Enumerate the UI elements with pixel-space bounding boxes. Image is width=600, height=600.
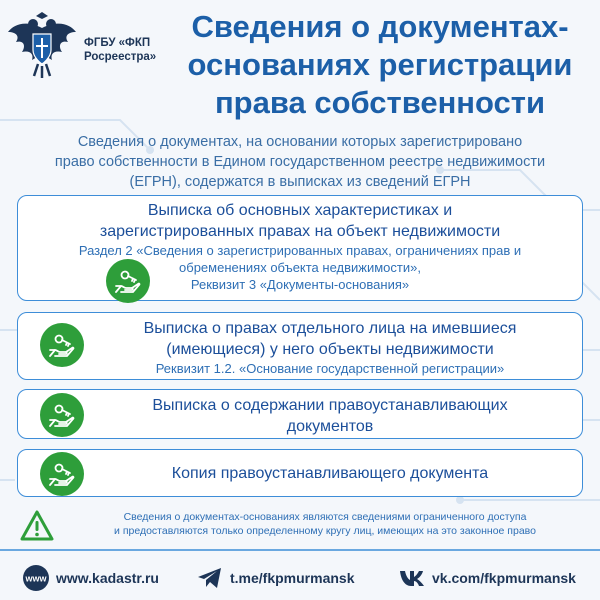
org-name-line2: Росреестра» xyxy=(84,51,157,63)
telegram-link[interactable]: t.me/fkpmurmansk xyxy=(230,570,355,586)
card-title-line2: зарегистрированных правах на объект недвижимости xyxy=(99,223,501,240)
logo-block xyxy=(6,10,171,80)
card-title-document-copy xyxy=(17,449,583,497)
intro-line2: право собственности в Едином государственном реестре недвижимости xyxy=(54,154,546,170)
card-title-line1: Выписка о содержании правоустанавливающих xyxy=(152,397,508,414)
double-headed-eagle-emblem xyxy=(6,10,78,80)
card-subtitle-line1: Раздел 2 «Сведения о зарегистрированных правах, ограничениях прав и xyxy=(78,243,522,258)
card-person-rights-extract xyxy=(17,312,583,380)
card-title-line2: документов xyxy=(286,418,374,435)
hand-key-icon xyxy=(40,452,84,496)
note-line1: Сведения о документах-основаниях являются сведениями ограниченного доступа xyxy=(123,511,527,523)
footer-vk[interactable] xyxy=(398,564,576,592)
hand-key-icon xyxy=(106,259,150,303)
vk-link[interactable]: vk.com/fkpmurmansk xyxy=(432,570,576,586)
website-link[interactable]: www.kadastr.ru xyxy=(56,570,159,586)
hand-key-icon xyxy=(40,323,84,367)
card-title xyxy=(58,200,542,242)
card-title xyxy=(98,318,562,360)
card-subtitle-line3: Реквизит 3 «Документы-основания» xyxy=(190,277,410,292)
card-title-line1: Выписка об основных характеристиках и xyxy=(147,202,453,219)
restricted-access-note xyxy=(60,510,590,538)
title-line1: Сведения о документах- xyxy=(191,9,569,44)
intro-line3: (ЕГРН), содержатся в выписках из сведений ЕГРН xyxy=(129,174,471,190)
card-title xyxy=(98,395,562,437)
card-title-line2: (имеющиеся) у него объекты недвижимости xyxy=(166,341,494,358)
telegram-icon xyxy=(196,564,224,592)
footer-telegram[interactable] xyxy=(196,564,354,592)
page-title xyxy=(165,8,595,122)
card-title-documents-content-extract xyxy=(17,389,583,439)
card-subtitle-line2: обременениях объекта недвижимости», xyxy=(179,260,421,275)
title-line2: основаниях регистрации xyxy=(187,47,573,82)
globe-icon xyxy=(22,564,50,592)
hand-key-icon xyxy=(40,393,84,437)
intro-line1: Сведения о документах, на основании которых зарегистрировано xyxy=(77,134,523,150)
warning-icon xyxy=(20,510,54,542)
title-line3: права собственности xyxy=(214,85,546,120)
note-line2: и предоставляются только определенному кругу лиц, имеющих на это законное право xyxy=(114,525,536,537)
intro-text xyxy=(8,132,592,192)
card-title-line1: Выписка о правах отдельного лица на имевшиеся xyxy=(143,320,517,337)
org-name xyxy=(84,36,174,64)
vk-icon xyxy=(398,564,426,592)
www-icon-label: www xyxy=(25,573,47,584)
card-title: Копия правоустанавливающего документа xyxy=(171,465,489,482)
footer xyxy=(0,556,600,600)
card-basic-characteristics-extract xyxy=(17,195,583,301)
footer-website[interactable] xyxy=(22,564,159,592)
org-name-line1: ФГБУ «ФКП xyxy=(84,37,151,49)
card-subtitle: Реквизит 1.2. «Основание государственной регистрации» xyxy=(155,361,505,376)
